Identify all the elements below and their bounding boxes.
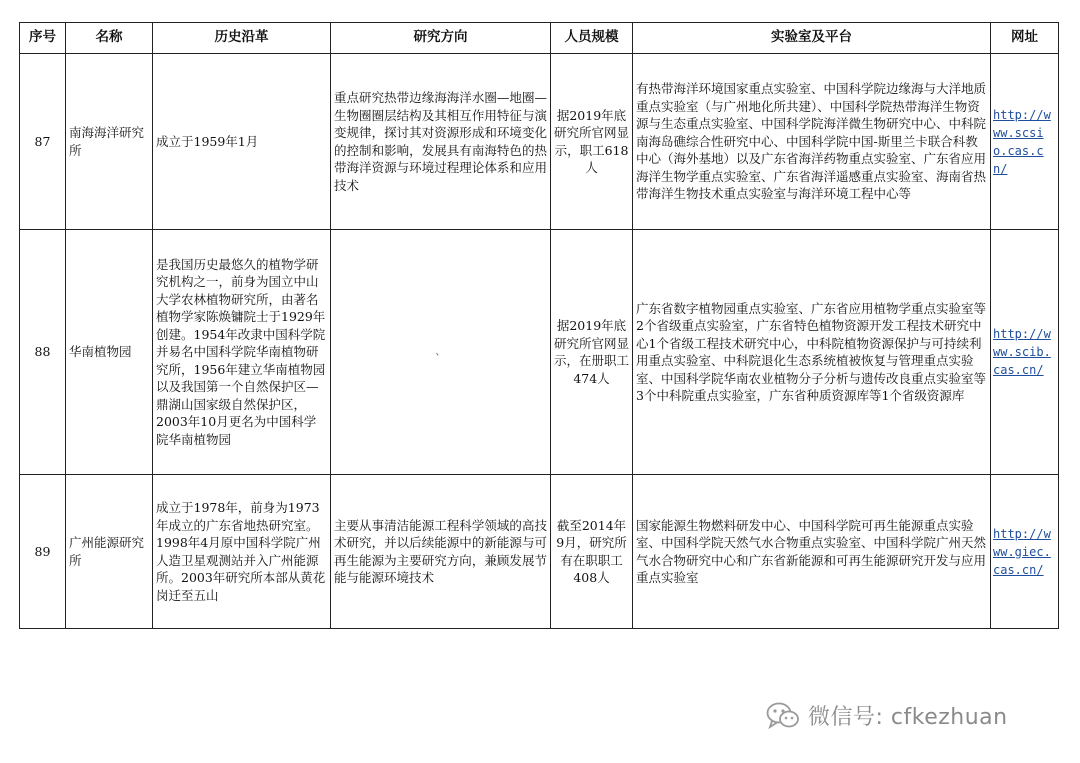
row-research	[331, 230, 551, 475]
watermark-text: 微信号: cfkezhuan	[808, 705, 1008, 730]
row-seq: 89	[20, 475, 66, 629]
header-history: 历史沿革	[153, 23, 331, 54]
header-name: 名称	[66, 23, 153, 54]
row-url-link[interactable]: http://www.giec.cas.cn/	[991, 475, 1059, 629]
row-history: 成立于1959年1月	[153, 54, 331, 230]
institutes-table	[19, 22, 1059, 629]
row-seq: 88	[20, 230, 66, 475]
row-url-link[interactable]: http://www.scsio.cas.cn/	[991, 54, 1059, 230]
wechat-icon	[766, 702, 800, 730]
row-history: 成立于1978年，前身为1973年成立的广东省地热研究室。1998年4月原中国科学院广州人造卫星观测站并入广州能源所。2003年研究所本部从黄花岗迁至五山	[153, 475, 331, 629]
header-seq: 序号	[20, 23, 66, 54]
row-name: 华南植物园	[66, 230, 153, 475]
row-research: 主要从事清洁能源工程科学领域的高技术研究，并以后续能源中的新能源与可再生能源为主要研究方向，兼顾发展节能与能源环境技术	[331, 475, 551, 629]
research-mark: 、	[435, 347, 446, 359]
header-labs: 实验室及平台	[633, 23, 991, 54]
table-row	[20, 230, 1059, 475]
row-staff: 截至2014年9月，研究所有在职职工408人	[551, 475, 633, 629]
row-name: 广州能源研究所	[66, 475, 153, 629]
row-staff: 据2019年底研究所官网显示，在册职工474人	[551, 230, 633, 475]
table-row	[20, 54, 1059, 230]
row-history: 是我国历史最悠久的植物学研究机构之一，前身为国立中山大学农林植物研究所，由著名植物学家陈焕镛院士于1929年创建。1954年改隶中国科学院并易名中国科学院华南植物研究所，1956年建立华南植物园以及我国第一个自然保护区—鼎湖山国家级自然保护区，2003年10月更名为中国科学院华南植物园	[153, 230, 331, 475]
header-url: 网址	[991, 23, 1059, 54]
row-labs: 国家能源生物燃料研发中心、中国科学院可再生能源重点实验室、中国科学院天然气水合物重点实验室、中国科学院广州天然气水合物研究中心和广东省新能源和可再生能源研究开发与应用重点实验室	[633, 475, 991, 629]
row-labs: 广东省数字植物园重点实验室、广东省应用植物学重点实验室等2个省级重点实验室，广东省特色植物资源开发工程技术研究中心1个省级工程技术研究中心，中科院植物资源保护与可持续利用重点实验室、中科院退化生态系统植被恢复与管理重点实验室、中国科学院华南农业植物分子分析与遗传改良重点实验室等3个中科院重点实验室，广东省种质资源库等1个省级资源库	[633, 230, 991, 475]
header-research: 研究方向	[331, 23, 551, 54]
table-row	[20, 475, 1059, 629]
row-research: 重点研究热带边缘海海洋水圈—地圈—生物圈圈层结构及其相互作用特征与演变规律，探讨其对资源形成和环境变化的控制和影响，发展具有南海特色的热带海洋资源与环境过程理论体系和应用技术	[331, 54, 551, 230]
row-seq: 87	[20, 54, 66, 230]
header-staff: 人员规模	[551, 23, 633, 54]
header-row	[20, 23, 1059, 54]
row-name: 南海海洋研究所	[66, 54, 153, 230]
row-url-link[interactable]: http://www.scib.cas.cn/	[991, 230, 1059, 475]
row-labs: 有热带海洋环境国家重点实验室、中国科学院边缘海与大洋地质重点实验室（与广州地化所共建）、中国科学院热带海洋生物资源与生态重点实验室、中国科学院海洋微生物研究中心、中科院南海岛礁综合性研究中心、中国科学院中国-斯里兰卡联合科教中心（海外基地）以及广东省海洋药物重点实验室、广东省应用海洋生物学重点实验室、广东省海洋遥感重点实验室、海南省热带海洋生物技术重点实验室与海洋环境工程中心等	[633, 54, 991, 230]
row-staff: 据2019年底研究所官网显示，职工618人	[551, 54, 633, 230]
watermark	[766, 700, 1008, 731]
